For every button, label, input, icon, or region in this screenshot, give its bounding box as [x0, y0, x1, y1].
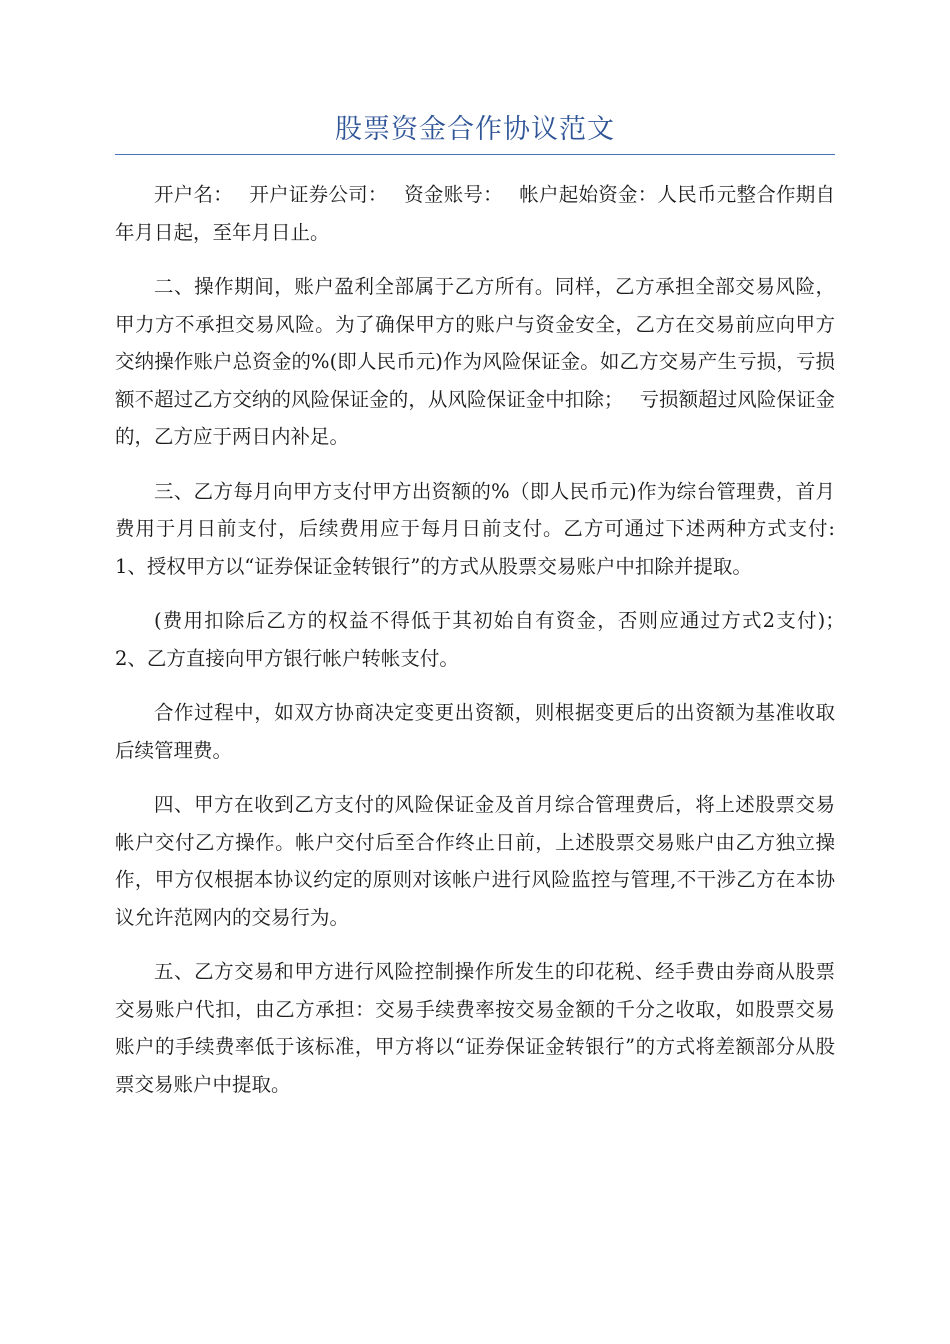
paragraph-capital-change: 合作过程中，如双方协商决定变更出资额，则根据变更后的出资额为基准收取后续管理费。	[115, 701, 835, 762]
document-body	[115, 176, 875, 1120]
paragraph-account-info: 开户名： 开户证券公司： 资金账号： 帐户起始资金：人民币元整合作期自年月日起，至年月日止。	[115, 183, 835, 244]
document-title: 股票资金合作协议范文	[335, 114, 615, 145]
paragraph-clause-3: 三、乙方每月向甲方支付甲方出资额的%（即人民币元)作为综台管理费，首月费用于月日前支付，后续费用应于每月日前支付。乙方可通过下述两种方式支付:1、授权甲方以“证券保证金转银行”的方式从股票交易账户中扣除并提取。	[115, 479, 835, 578]
paragraph-clause-2: 二、操作期间，账户盈利全部属于乙方所有。同样，乙方承担全部交易风险，甲力方不承担交易风险。为了确保甲方的账户与资金安全，乙方在交易前应向甲方交纳操作账户总资金的%(即人民币元)作为风险保证金。如乙方交易产生亏损，亏损额不超过乙方交纳的风险保证金的，从风险保证金中扣除； 亏损额超过风险保证金的，乙方应于两日内补足。	[115, 275, 835, 448]
paragraph-clause-4: 四、甲方在收到乙方支付的风险保证金及首月综合管理费后，将上述股票交易帐户交付乙方操作。帐户交付后至合作终止日前，上述股票交易账户由乙方独立操作，甲方仅根据本协议约定的原则对该帐户进行风险监控与管理,不干涉乙方在本协议允许范网内的交易行为。	[115, 793, 835, 929]
paragraph-fee-note: (费用扣除后乙方的权益不得低于其初始自有资金，否则应通过方式2支付)； 2、乙方直接向甲方银行帐户转帐支付。	[115, 609, 875, 670]
paragraph-clause-5: 五、乙方交易和甲方进行风险控制操作所发生的印花税、经手费由券商从股票交易账户代扣，由乙方承担：交易手续费率按交易金额的千分之收取，如股票交易账户的手续费率低于该标准，甲方将以“证券保证金转银行”的方式将差额部分从股票交易账户中提取。	[115, 960, 835, 1096]
title-underline	[115, 154, 835, 155]
